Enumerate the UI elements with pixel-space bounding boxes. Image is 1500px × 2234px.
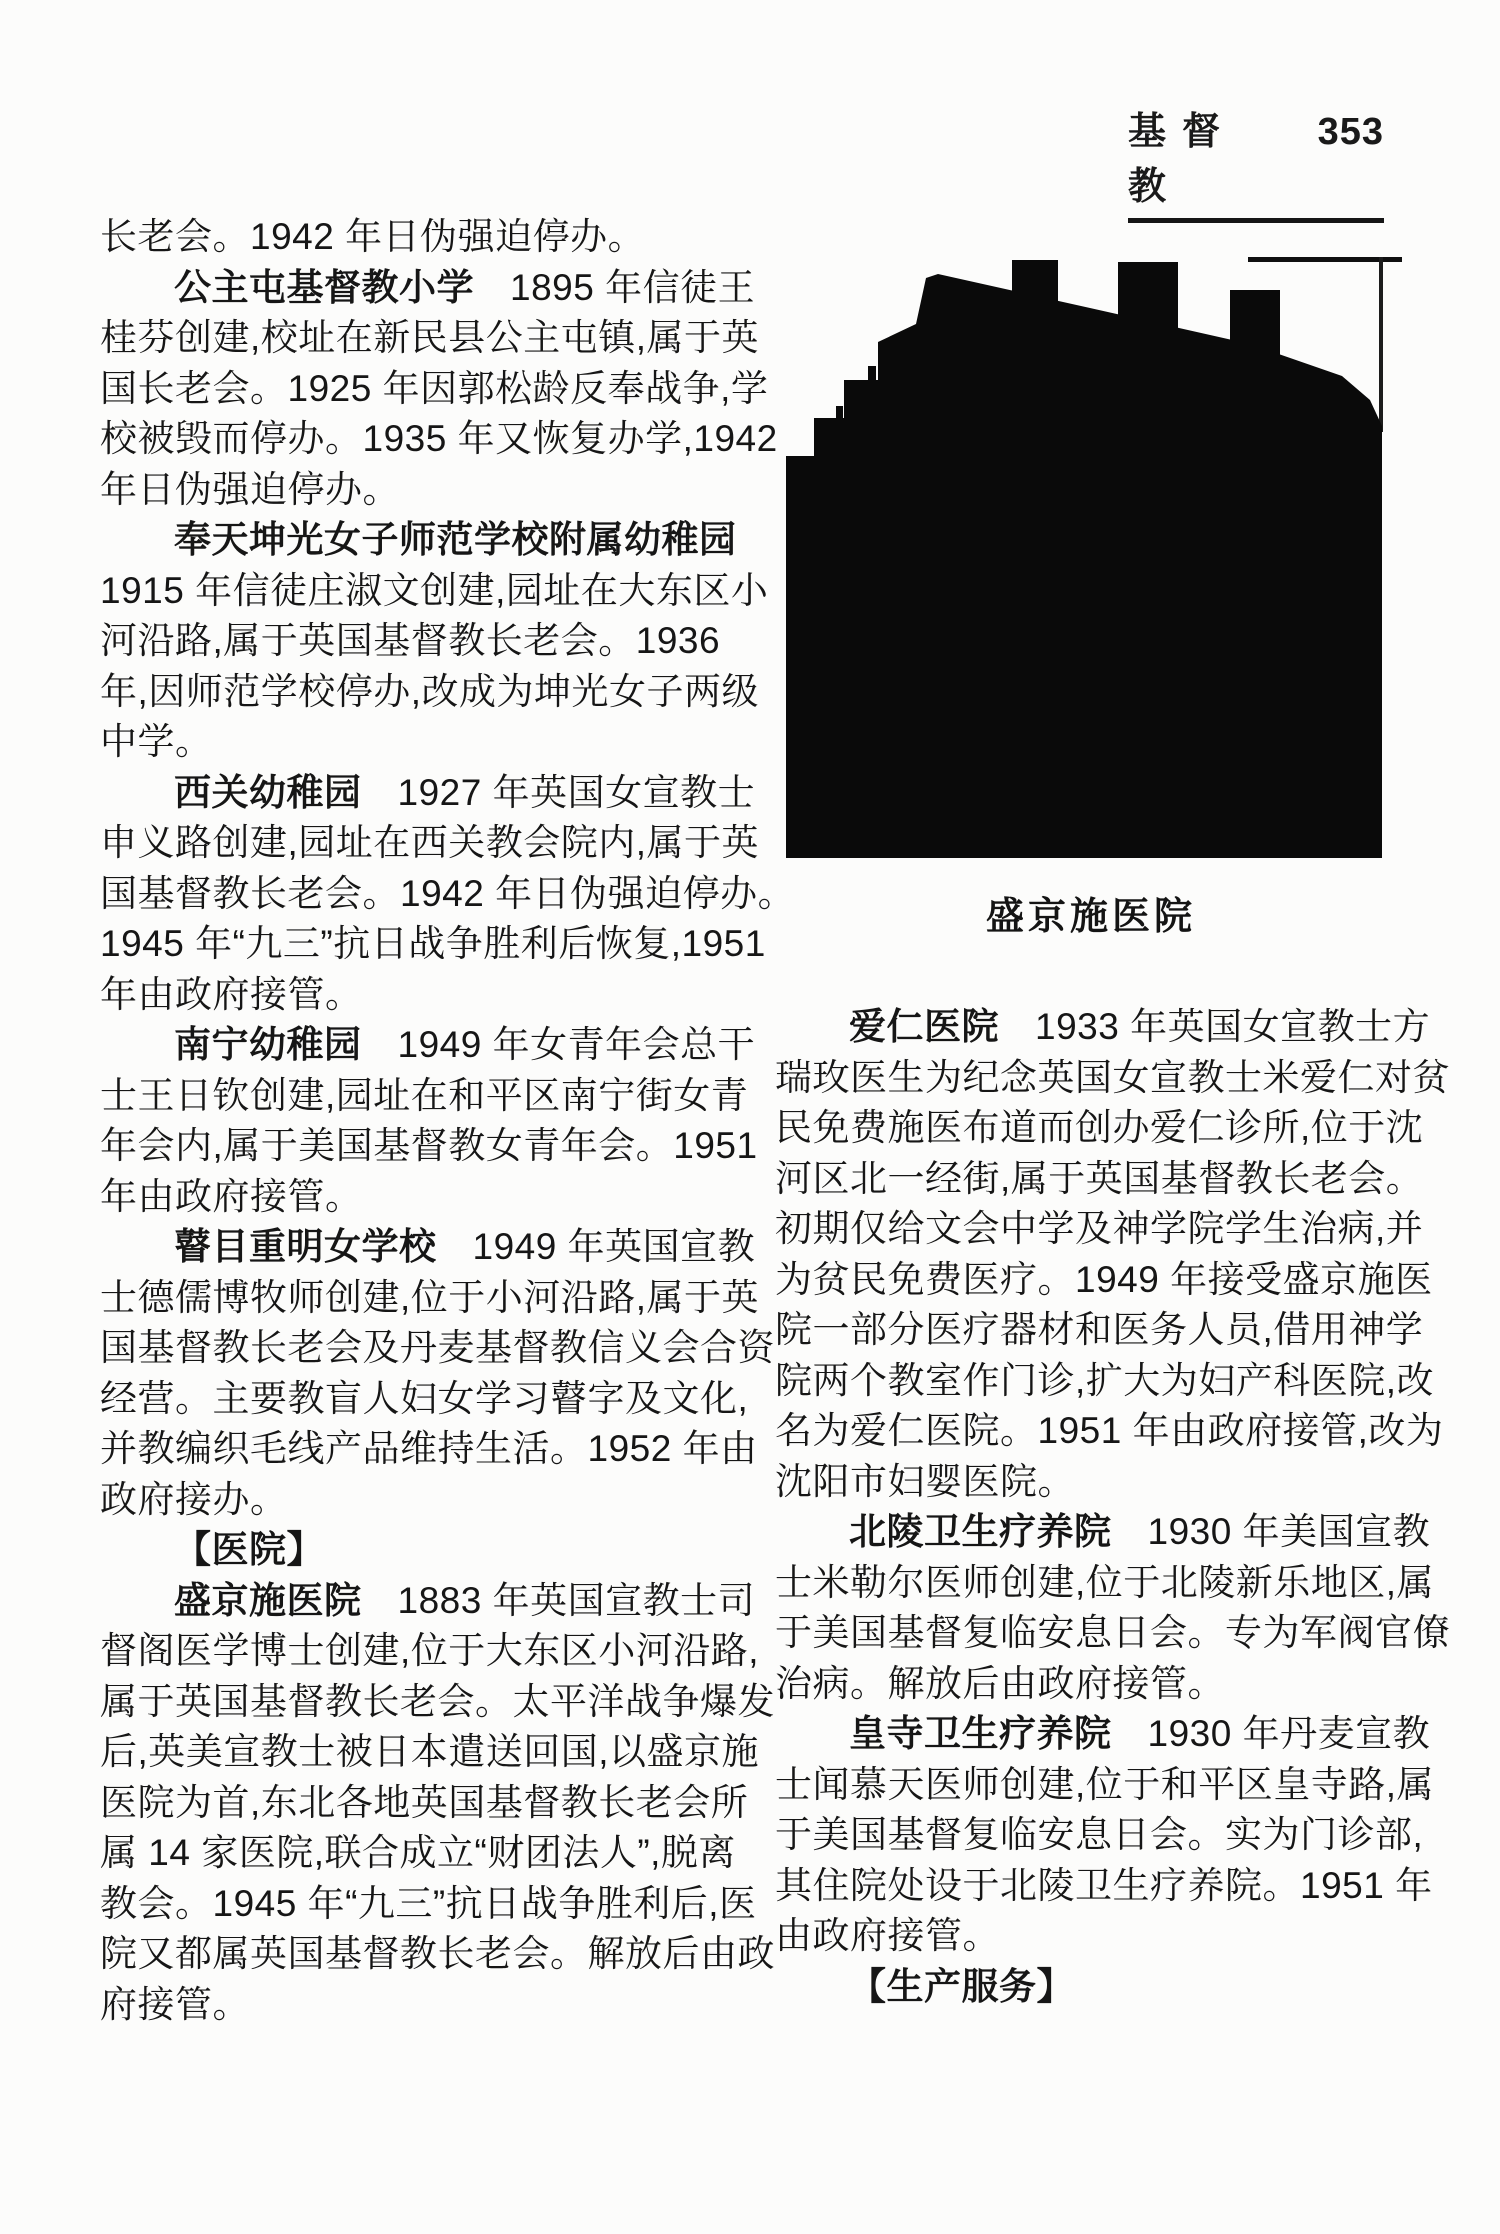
text-line	[100, 1929, 775, 1980]
text-line	[100, 515, 737, 566]
line-text: 院两个教室作门诊,扩大为妇产科医院,改	[775, 1359, 1435, 1401]
entry-title: 皇寺卫生疗养院	[849, 1713, 1112, 1754]
line-text: 名为爱仁医院。1951 年由政府接管,改为	[775, 1410, 1444, 1451]
entry-title: 瞽目重明女学校	[174, 1226, 437, 1267]
entry-title: 西关幼稚园	[174, 771, 362, 813]
line-text: 瑞玫医生为纪念英国女宣教士米爱仁对贫	[775, 1056, 1450, 1098]
photo-caption: 盛京施医院	[985, 896, 1196, 938]
line-text: 年日伪强迫停办。	[100, 468, 400, 510]
text-line	[775, 1305, 1424, 1356]
text-line	[100, 1879, 757, 1930]
entry-title: 【生产服务】	[849, 1965, 1074, 2007]
entry-title: 公主屯基督教小学	[174, 266, 474, 308]
entry-title: 南宁幼稚园	[174, 1024, 362, 1065]
text-line	[100, 818, 760, 869]
text-line	[100, 465, 732, 516]
text-line	[100, 313, 760, 364]
line-text: 民免费施医布道而创办爱仁诊所,位于沈	[775, 1107, 1424, 1148]
entry-title: 【医院】	[174, 1529, 324, 1570]
line-text: 1949 年英国宣教	[472, 1226, 756, 1267]
text-line	[775, 1558, 1435, 1609]
text-line	[100, 1222, 756, 1273]
text-line	[100, 1172, 732, 1223]
line-text: 属 14 家医院,联合成立“财团法人”,脱离	[100, 1832, 736, 1873]
line-text: 河沿路,属于英国基督教长老会。1936	[100, 620, 721, 661]
entry-title: 爱仁医院	[849, 1006, 999, 1047]
text-line	[100, 768, 756, 819]
text-line	[775, 1608, 1450, 1659]
line-text: 国长老会。1925 年因郭松龄反奉战争,学	[100, 367, 769, 409]
text-line	[775, 1962, 1407, 2013]
text-line	[100, 1121, 758, 1172]
text-line	[775, 1154, 1424, 1205]
text-line	[775, 1760, 1435, 1811]
line-text: 年,因师范学校停办,改成为坤光女子两级	[100, 670, 760, 712]
line-text: 申义路创建,园址在西关教会院内,属于英	[100, 822, 760, 863]
left-text-column	[100, 212, 796, 2030]
text-line	[100, 212, 732, 263]
line-text: 沈阳市妇婴医院。	[775, 1460, 1075, 1502]
text-line	[775, 1810, 1424, 1861]
line-text: 府接管。	[100, 1983, 250, 2025]
text-line	[775, 1406, 1444, 1457]
line-text: 国基督教长老会。1942 年日伪强迫停办。	[100, 872, 796, 914]
hospital-photo	[780, 246, 1420, 858]
line-text: 其住院处设于北陵卫生疗养院。1951 年	[775, 1864, 1433, 1906]
line-text: 国基督教长老会及丹麦基督教信义会合资	[100, 1327, 775, 1368]
text-line	[100, 1475, 732, 1526]
line-text: 于美国基督复临安息日会。专为军阀官僚	[775, 1612, 1450, 1653]
right-text-column	[775, 1002, 1450, 2012]
text-line	[100, 1778, 749, 1829]
text-line	[100, 1677, 775, 1728]
text-line	[100, 616, 732, 667]
line-text: 经营。主要教盲人妇女学习瞽字及文化,	[100, 1377, 749, 1419]
text-line	[100, 1980, 732, 2031]
line-text: 年由政府接管。	[100, 973, 363, 1015]
text-line	[100, 869, 796, 920]
text-line	[100, 1525, 732, 1576]
text-line	[100, 1727, 760, 1778]
entry-title: 盛京施医院	[174, 1579, 362, 1621]
text-line	[775, 1861, 1433, 1912]
text-line	[100, 1424, 758, 1475]
text-line	[100, 1071, 749, 1122]
text-line	[100, 970, 732, 1021]
page-number: 353	[1317, 111, 1384, 153]
text-line	[100, 364, 769, 415]
text-line	[775, 1002, 1431, 1053]
text-line	[100, 1020, 756, 1071]
line-text: 士米勒尔医师创建,位于北陵新乐地区,属	[775, 1561, 1435, 1603]
text-line	[100, 667, 760, 718]
line-text: 医院为首,东北各地英国基督教长老会所	[100, 1781, 749, 1823]
text-line	[775, 1053, 1450, 1104]
text-line	[100, 1576, 756, 1627]
text-line	[775, 1709, 1431, 1760]
line-text: 1915 年信徒庄淑文创建,园址在大东区小	[100, 569, 769, 611]
text-line	[100, 919, 766, 970]
entry-title: 奉天坤光女子师范学校附属幼稚园	[174, 519, 737, 560]
line-text: 1883 年英国宣教士司	[397, 1579, 756, 1621]
line-text: 并教编织毛线产品维持生活。1952 年由	[100, 1428, 758, 1469]
line-text: 年由政府接管。	[100, 1175, 363, 1217]
line-text: 校被毁而停办。1935 年又恢复办学,1942	[100, 418, 778, 459]
text-line	[100, 1323, 775, 1374]
text-line	[100, 1374, 749, 1425]
line-text: 1945 年“九三”抗日战争胜利后恢复,1951	[100, 923, 766, 964]
text-line	[100, 1828, 736, 1879]
line-text: 1930 年美国宣教	[1147, 1511, 1431, 1552]
text-line	[775, 1659, 1407, 1710]
line-text: 1895 年信徒王	[510, 266, 756, 308]
line-text: 年会内,属于美国基督教女青年会。1951	[100, 1125, 758, 1166]
line-text: 1933 年英国女宣教士方	[1035, 1006, 1431, 1047]
running-head	[1128, 100, 1384, 223]
line-text: 政府接办。	[100, 1478, 288, 1520]
line-text: 教会。1945 年“九三”抗日战争胜利后,医	[100, 1882, 757, 1924]
line-text: 初期仅给文会中学及神学院学生治病,并	[775, 1208, 1424, 1249]
line-text: 桂芬创建,校址在新民县公主屯镇,属于英	[100, 317, 760, 358]
line-text: 为贫民免费医疗。1949 年接受盛京施医	[775, 1258, 1433, 1300]
text-line	[775, 1507, 1431, 1558]
line-text: 1930 年丹麦宣教	[1147, 1713, 1431, 1754]
line-text: 由政府接管。	[775, 1915, 1000, 1956]
text-line	[100, 566, 769, 617]
text-line	[775, 1204, 1424, 1255]
text-line	[100, 1273, 760, 1324]
text-line	[775, 1911, 1407, 1962]
line-text: 1927 年英国女宣教士	[397, 771, 756, 813]
text-line	[775, 1255, 1433, 1306]
line-text: 治病。解放后由政府接管。	[775, 1662, 1225, 1704]
text-line	[775, 1103, 1424, 1154]
text-line	[100, 263, 756, 314]
line-text: 士德儒博牧师创建,位于小河沿路,属于英	[100, 1276, 760, 1318]
running-head-title: 基督教	[1128, 111, 1237, 208]
line-text: 院一部分医疗器材和医务人员,借用神学	[775, 1309, 1424, 1350]
line-text: 院又都属英国基督教长老会。解放后由政	[100, 1933, 775, 1974]
line-text: 后,英美宣教士被日本遣送回国,以盛京施	[100, 1731, 760, 1772]
entry-title: 北陵卫生疗养院	[849, 1511, 1112, 1552]
line-text: 士闻慕天医师创建,位于和平区皇寺路,属	[775, 1763, 1435, 1805]
text-line	[775, 1457, 1407, 1508]
text-line	[100, 1626, 760, 1677]
line-text: 河区北一经街,属于英国基督教长老会。	[775, 1157, 1424, 1199]
building-silhouette-image	[780, 246, 1420, 858]
text-line	[100, 414, 778, 465]
line-text: 于美国基督复临安息日会。实为门诊部,	[775, 1814, 1424, 1855]
text-line	[775, 1356, 1435, 1407]
line-text: 中学。	[100, 721, 213, 762]
line-text: 长老会。1942 年日伪强迫停办。	[100, 216, 646, 257]
line-text: 督阁医学博士创建,位于大东区小河沿路,	[100, 1630, 760, 1671]
text-line	[100, 717, 732, 768]
line-text: 1949 年女青年会总干	[397, 1024, 756, 1065]
line-text: 士王日钦创建,园址在和平区南宁街女青	[100, 1074, 749, 1116]
line-text: 属于英国基督教长老会。太平洋战争爆发	[100, 1680, 775, 1722]
